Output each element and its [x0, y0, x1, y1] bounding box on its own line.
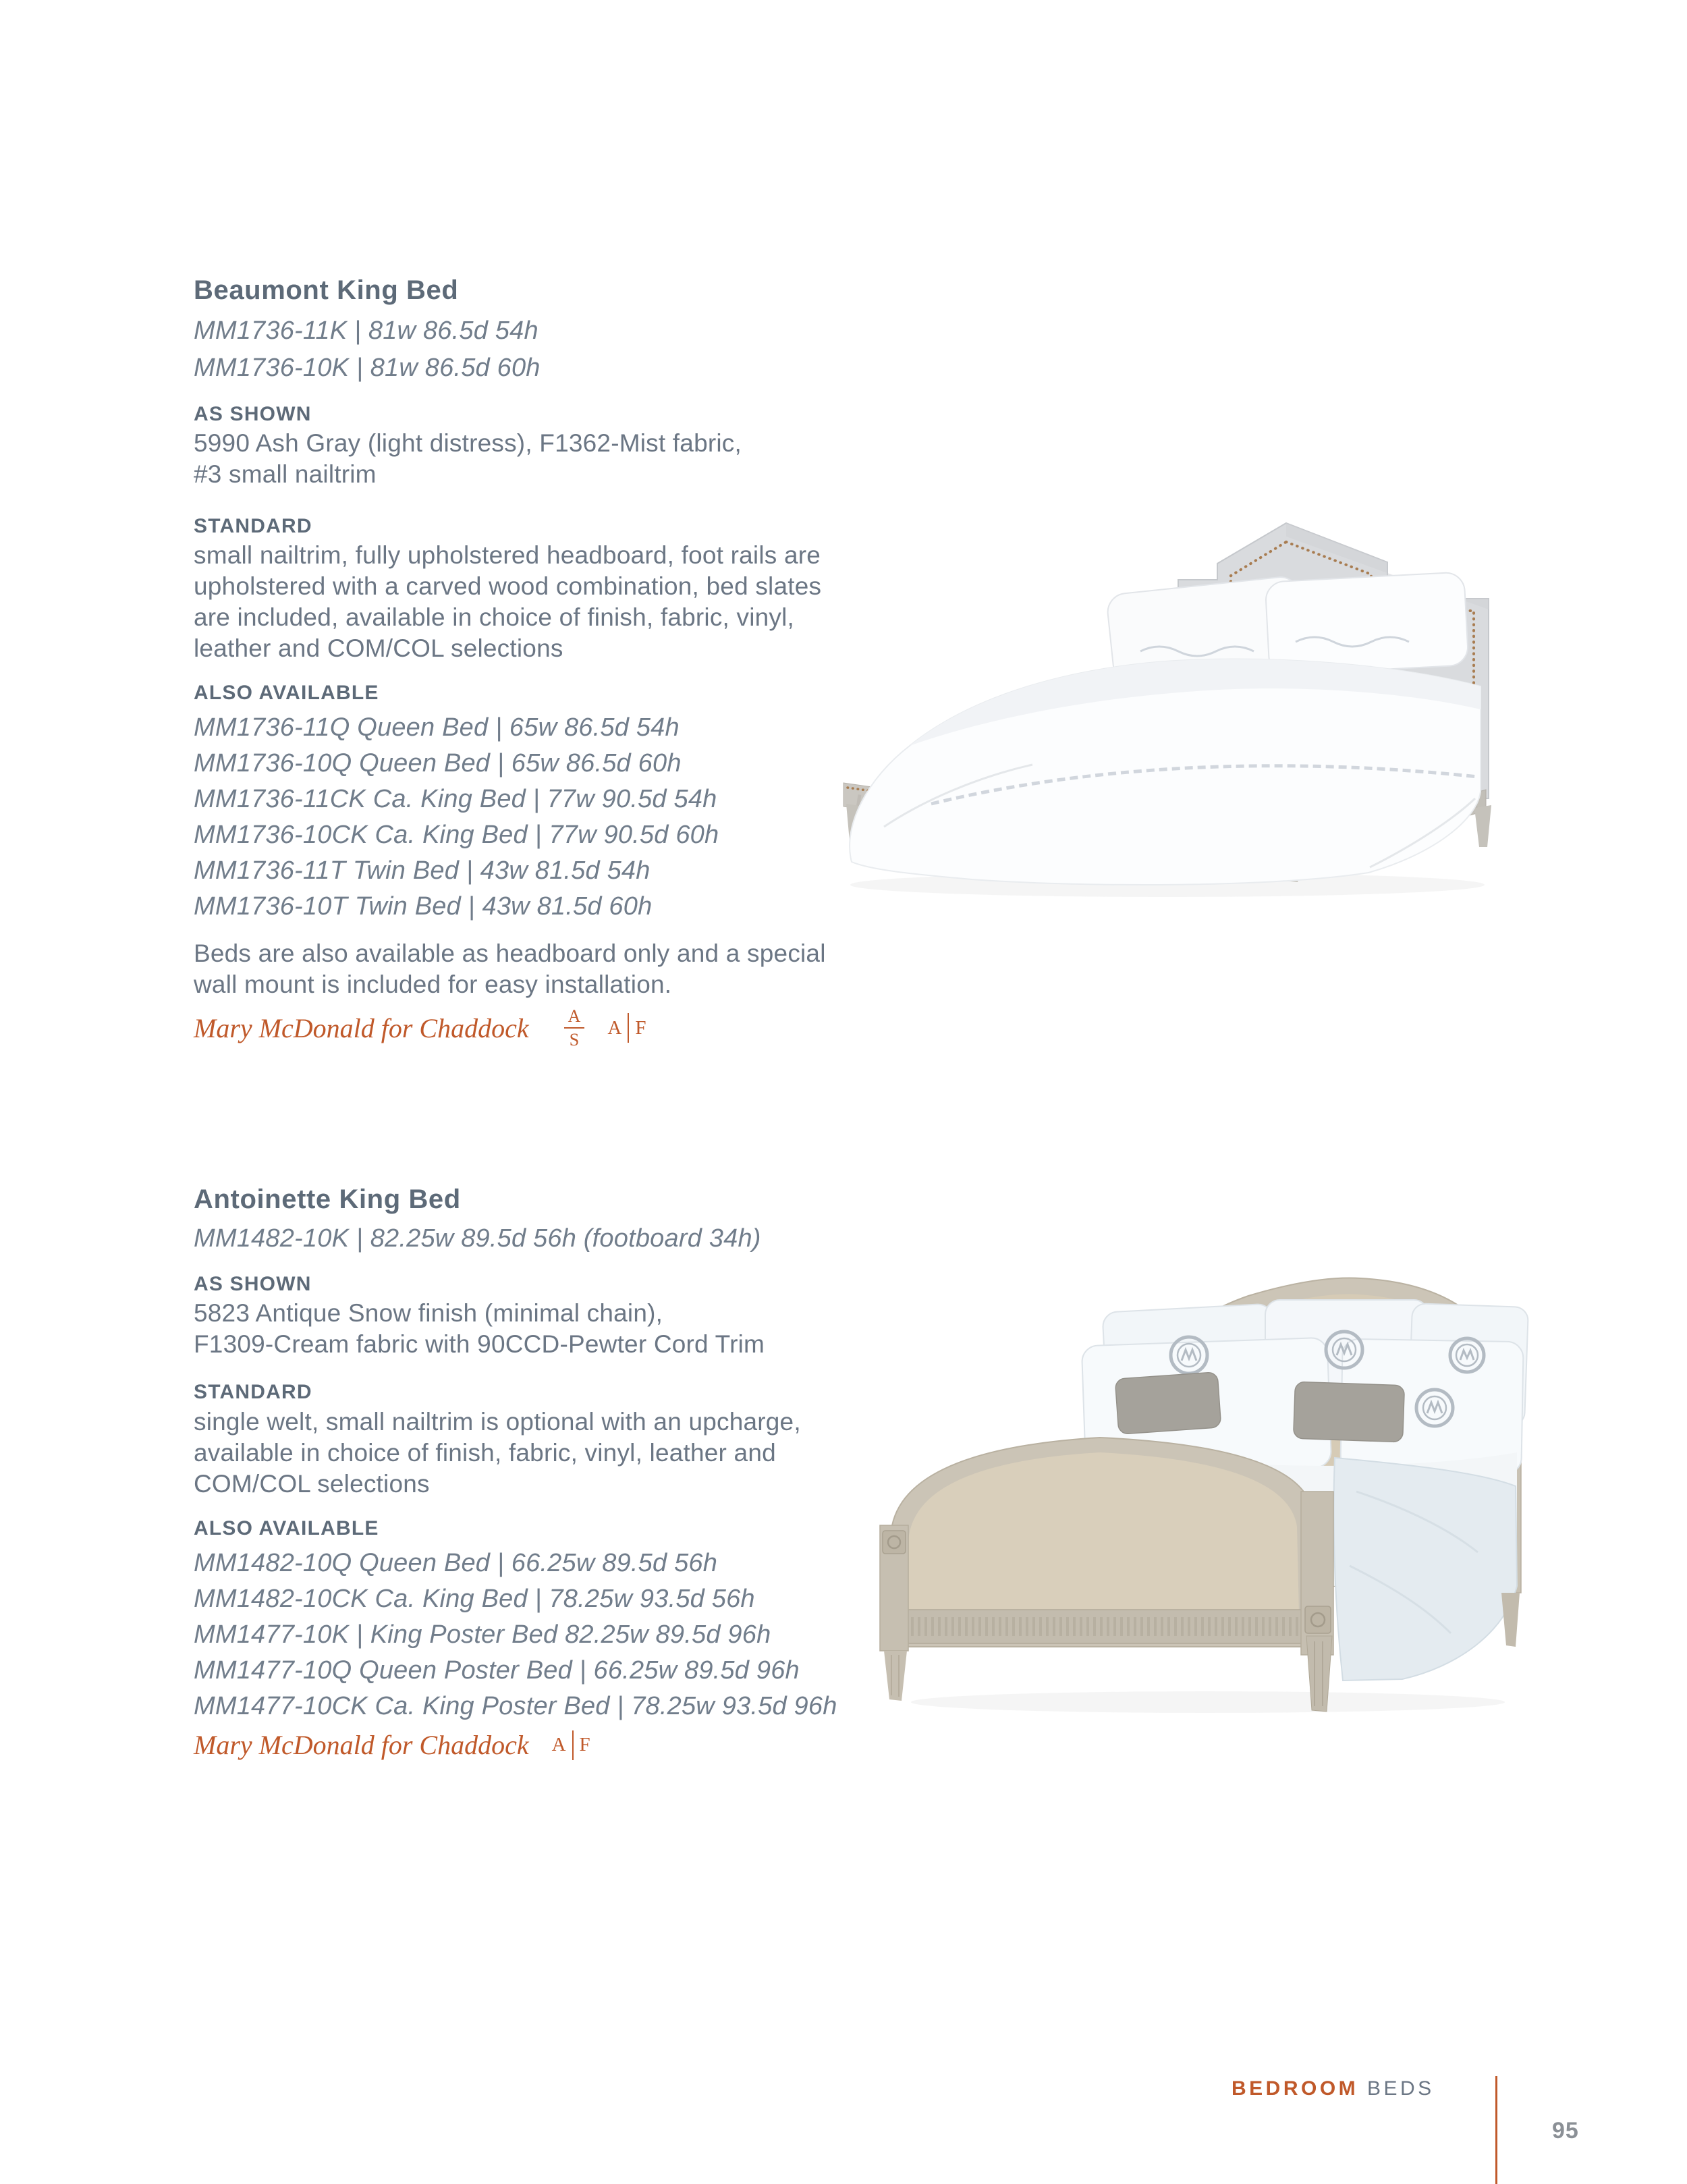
standard-line: leather and COM/COL selections — [194, 634, 563, 662]
standard-line: single welt, small nailtrim is optional with an upcharge, — [194, 1408, 801, 1436]
also-available-item: MM1736-11T Twin Bed | 43w 81.5d 54h — [194, 856, 651, 885]
antoinette-bed-illustration — [870, 1269, 1532, 1718]
af-logo-icon: A F — [552, 1730, 590, 1760]
lumbar-pillow — [1115, 1372, 1221, 1434]
bed-leg — [1501, 1593, 1520, 1647]
note-line: Beds are also available as headboard only and a special — [194, 939, 826, 967]
rosette-block — [883, 1531, 906, 1554]
also-available-label: ALSO AVAILABLE — [194, 682, 379, 704]
also-available-item: MM1477-10K | King Poster Bed 82.25w 89.5d 96h — [194, 1620, 771, 1649]
also-available-item: MM1736-10CK Ca. King Bed | 77w 90.5d 60h — [194, 821, 719, 849]
product-model-dimensions: MM1482-10K | 82.25w 89.5d 56h (footboard 34h) — [194, 1224, 761, 1253]
artisan-shoppe-logo-icon: A S — [564, 1007, 585, 1049]
footer-category: BEDS — [1367, 2077, 1435, 2100]
product-title: Antoinette King Bed — [194, 1184, 461, 1214]
standard-line: are included, available in choice of finish, fabric, vinyl, — [194, 603, 794, 631]
lumbar-pillow — [1294, 1382, 1405, 1442]
also-available-item: MM1477-10Q Queen Poster Bed | 66.25w 89.5d 96h — [194, 1656, 800, 1685]
page-number: 95 — [1552, 2118, 1579, 2144]
also-available-label: ALSO AVAILABLE — [194, 1517, 379, 1539]
standard-label: STANDARD — [194, 515, 312, 537]
note-line: wall mount is included for easy installation. — [194, 971, 672, 998]
as-shown-text — [194, 1298, 765, 1360]
also-available-item: MM1736-10Q Queen Bed | 65w 86.5d 60h — [194, 749, 682, 777]
footer-section-label — [1232, 2077, 1435, 2100]
also-available-item: MM1477-10CK Ca. King Poster Bed | 78.25w 93.5d 96h — [194, 1692, 837, 1720]
draped-sheet — [1334, 1458, 1518, 1681]
as-shown-label: AS SHOWN — [194, 1273, 312, 1295]
as-shown-line: 5990 Ash Gray (light distress), F1362-Mist fabric, — [194, 429, 742, 457]
af-logo-icon: A F — [607, 1013, 646, 1043]
as-shown-line: F1309-Cream fabric with 90CCD-Pewter Cord Trim — [194, 1330, 765, 1358]
also-available-list — [194, 1546, 837, 1724]
standard-line: COM/COL selections — [194, 1470, 430, 1498]
designer-attribution — [194, 1729, 590, 1761]
product-model-dimensions: MM1736-10K | 81w 86.5d 60h — [194, 354, 541, 382]
footer-section: BEDROOM — [1232, 2077, 1367, 2100]
standard-text — [194, 1407, 801, 1500]
as-shown-label: AS SHOWN — [194, 403, 312, 425]
as-shown-line: 5823 Antique Snow finish (minimal chain), — [194, 1299, 663, 1327]
product-title: Beaumont King Bed — [194, 275, 459, 305]
floor-shadow — [911, 1691, 1505, 1713]
standard-line: small nailtrim, fully upholstered headboard, foot rails are — [194, 541, 821, 569]
designer-name: Mary McDonald for Chaddock — [194, 1730, 529, 1760]
product-model-dimensions: MM1736-11K | 81w 86.5d 54h — [194, 317, 538, 345]
also-available-item: MM1482-10Q Queen Bed | 66.25w 89.5d 56h — [194, 1549, 718, 1577]
designer-name: Mary McDonald for Chaddock — [194, 1012, 529, 1043]
antoinette-bed-photo — [870, 1269, 1532, 1718]
as-shown-line: #3 small nailtrim — [194, 460, 377, 488]
rosette-block — [1305, 1606, 1331, 1633]
also-available-item: MM1482-10CK Ca. King Bed | 78.25w 93.5d 56h — [194, 1585, 755, 1613]
also-available-item: MM1736-10T Twin Bed | 43w 81.5d 60h — [194, 892, 653, 921]
standard-line: available in choice of finish, fabric, vinyl, leather and — [194, 1439, 776, 1467]
bed-leg — [884, 1651, 907, 1701]
standard-line: upholstered with a carved wood combination, bed slates — [194, 572, 822, 600]
standard-label: STANDARD — [194, 1381, 312, 1403]
also-available-item: MM1736-11CK Ca. King Bed | 77w 90.5d 54h — [194, 785, 717, 813]
footer-divider — [1495, 2076, 1497, 2184]
also-available-item: MM1736-11Q Queen Bed | 65w 86.5d 54h — [194, 713, 680, 742]
footboard-rail — [891, 1610, 1316, 1643]
